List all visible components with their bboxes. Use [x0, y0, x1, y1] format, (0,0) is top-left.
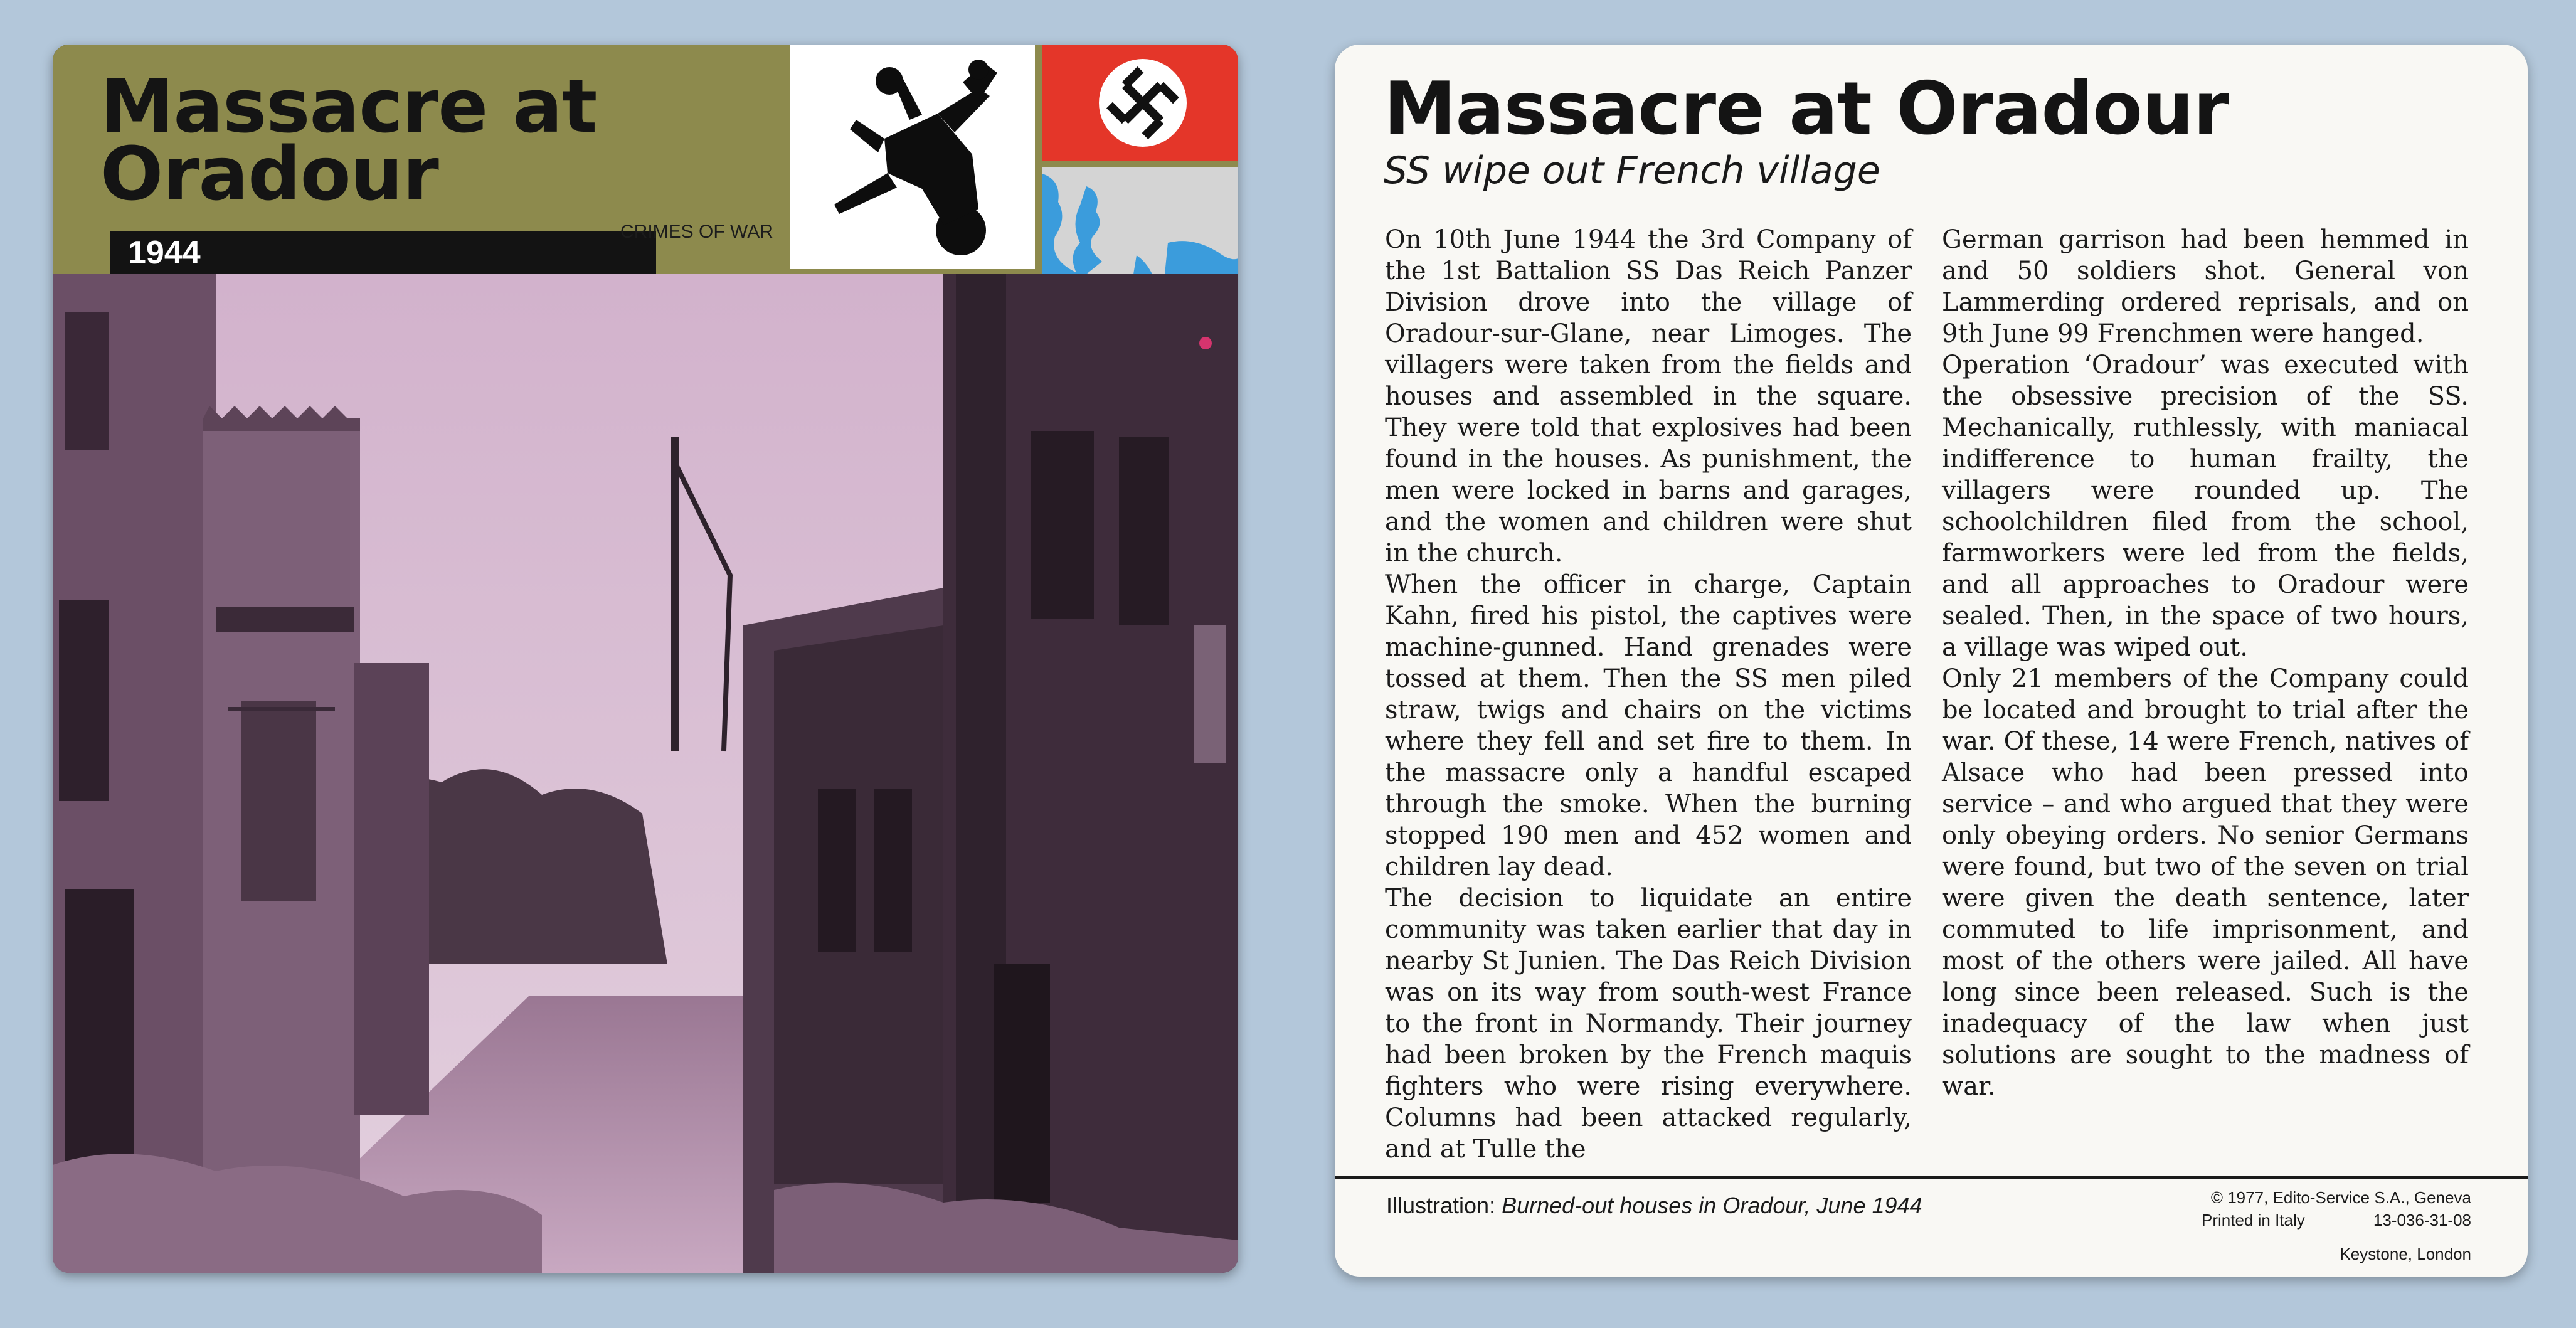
publisher-info — [2120, 1186, 2471, 1265]
illustration-label: Illustration: — [1386, 1193, 1496, 1218]
category-label: CRIMES OF WAR — [620, 221, 773, 242]
paragraph: On 10th June 1944 the 3rd Company of the 1st Battalion SS Das Reich Panzer Division drove into the village of Oradour-sur-Glane, near Limoges. The villagers were taken from the fields and houses and assembled in the square. They were told that explosives had been found in the houses. As punishment, the men were locked in barns and garages, and the women and children were shut in the church. — [1385, 225, 1912, 568]
back-title: Massacre at Oradour — [1384, 66, 2229, 151]
paragraph: German garrison had been hemmed in and 50 soldiers shot. General von Lammerding ordered reprisals, and on 9th June 99 Frenchmen were hanged. — [1942, 225, 2469, 348]
paragraph: The decision to liquidate an entire community was taken earlier that day in nearby St Junien. The Das Reich Division was on its way from south-west France to the front in Normandy. Their journey had been broken by the French maquis fighters who were rising everywhere. Columns had been attacked regularly, and at Tulle the — [1385, 884, 1912, 1164]
swastika-flag-icon — [1042, 45, 1238, 161]
text-column-left — [1385, 224, 1912, 1165]
paragraph: Operation ‘Oradour’ was executed with the obsessive precision of the SS. Mechanically, ruthlessly, with maniacal indifference to human frailty, the villagers were rounded up. The schoolchildren filed from the school, farmworkers were led from the fields, and all approaches to Oradour were sealed. Then, in the space of two hours, a village was wiped out. — [1942, 351, 2469, 662]
illustration-caption: Burned-out houses in Oradour, June 1944 — [1502, 1193, 1922, 1218]
text-column-right — [1942, 224, 2469, 1102]
oradour-street-photo — [53, 274, 1238, 1273]
paragraph: Only 21 members of the Company could be located and brought to trial after the war. Of these, 14 were French, natives of Alsace who had been pressed into service – and who argued that they were only obeying orders. No senior Germans were found, but two of the seven on trial were given the death sentence, later commuted to life imprisonment, and most of the others were jailed. All have long since been released. Such is the inadequacy of the law when just solutions are sought to the madness of war. — [1942, 664, 2469, 1101]
europe-map-icon — [1042, 167, 1238, 274]
paragraph: When the officer in charge, Captain Kahn, fired his pistol, the captives were machine-gunned. Hand grenades were tossed at them. Then the SS men piled straw, twigs and chairs on the victims where they fell and set fire to them. In the massacre only a handful escaped through the smoke. When the burning stopped 190 men and 452 women and children lay dead. — [1385, 570, 1912, 881]
front-title-line2: Oradour — [100, 130, 438, 217]
photo-credit: Keystone, London — [2340, 1245, 2471, 1263]
illustration-credit — [1386, 1193, 1922, 1219]
printed-in: Printed in Italy — [2202, 1211, 2305, 1230]
front-title — [100, 63, 803, 217]
back-subtitle: SS wipe out French village — [1384, 149, 1880, 193]
falling-figure-icon — [790, 45, 1035, 269]
card-back — [1335, 45, 2528, 1277]
footer-divider — [1335, 1176, 2528, 1179]
year-label: 1944 — [128, 235, 201, 271]
card-code: 13-036-31-08 — [2373, 1211, 2471, 1230]
front-title-line1: Massacre at — [100, 63, 597, 149]
card-front — [53, 45, 1238, 1273]
print-info-row — [2120, 1209, 2471, 1231]
copyright-text: © 1977, Edito-Service S.A., Geneva — [2210, 1188, 2471, 1207]
